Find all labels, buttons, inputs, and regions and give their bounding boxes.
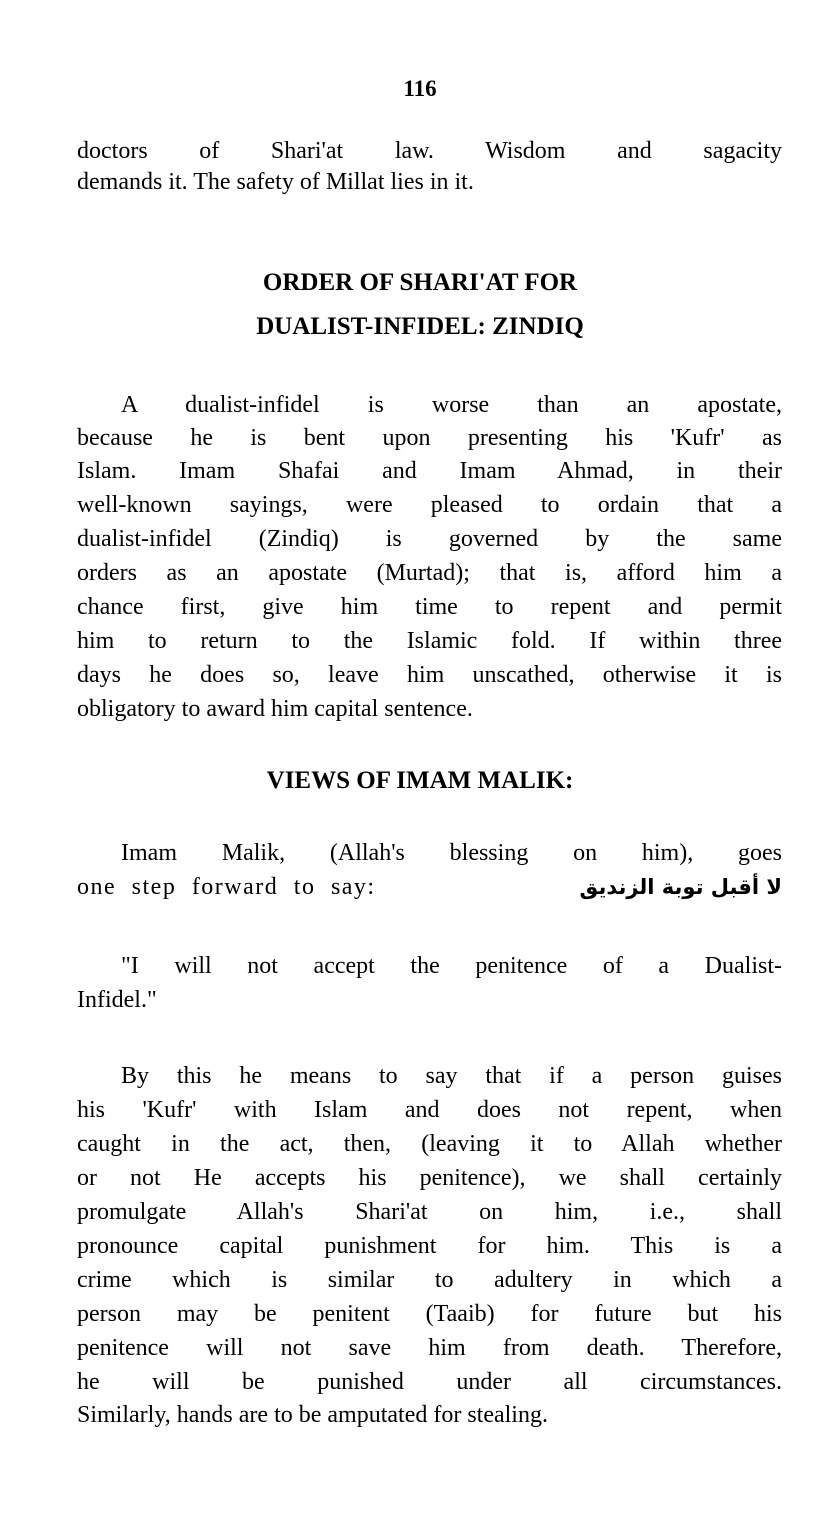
text-line: dualist-infidel (Zindiq) is governed by the same — [77, 526, 782, 552]
paragraph-3-text: one step forward to say: — [77, 874, 376, 900]
text-line: Infidel." — [77, 987, 157, 1013]
text-line: chance first, give him time to repent and permit — [77, 594, 782, 620]
page-number: 116 — [403, 76, 437, 101]
heading-1-line-2: DUALIST-INFIDEL: ZINDIQ — [256, 313, 584, 340]
text-line: Similarly, hands are to be amputated for stealing. — [77, 1402, 548, 1428]
paragraph-3-line-2 — [77, 872, 782, 902]
text-line: days he does so, leave him unscathed, otherwise it is — [77, 662, 782, 688]
text-line: him to return to the Islamic fold. If within three — [77, 628, 782, 654]
text-line: penitence will not save him from death. Therefore, — [77, 1335, 782, 1361]
text-line: caught in the act, then, (leaving it to Allah whether — [77, 1131, 782, 1157]
text-line: doctors of Shari'at law. Wisdom and sagacity — [77, 138, 782, 164]
text-line: or not He accepts his penitence), we shall certainly — [77, 1165, 782, 1191]
text-line: demands it. The safety of Millat lies in it. — [77, 169, 474, 195]
heading-1-line-1: ORDER OF SHARI'AT FOR — [262, 269, 578, 296]
text-line: By this he means to say that if a person guises — [121, 1063, 782, 1089]
paragraph-3-line-1: Imam Malik, (Allah's blessing on him), goes — [121, 840, 782, 866]
text-line: because he is bent upon presenting his 'Kufr' as — [77, 425, 782, 451]
text-line: A dualist-infidel is worse than an apostate, — [121, 392, 782, 418]
text-line: he will be punished under all circumstances. — [77, 1369, 782, 1395]
text-line: Islam. Imam Shafai and Imam Ahmad, in their — [77, 458, 782, 484]
text-line: his 'Kufr' with Islam and does not repent, when — [77, 1097, 782, 1123]
heading-2: VIEWS OF IMAM MALIK: — [266, 767, 574, 794]
text-line: promulgate Allah's Shari'at on him, i.e., shall — [77, 1199, 782, 1225]
text-line: crime which is similar to adultery in which a — [77, 1267, 782, 1293]
text-line: "I will not accept the penitence of a Dualist- — [121, 953, 782, 979]
arabic-quote: لا أقبل توبة الزنديق — [579, 875, 782, 899]
text-line: well-known sayings, were pleased to ordain that a — [77, 492, 782, 518]
text-line: pronounce capital punishment for him. This is a — [77, 1233, 782, 1259]
text-line: person may be penitent (Taaib) for future but his — [77, 1301, 782, 1327]
text-line: obligatory to award him capital sentence. — [77, 696, 473, 722]
text-line: orders as an apostate (Murtad); that is, afford him a — [77, 560, 782, 586]
